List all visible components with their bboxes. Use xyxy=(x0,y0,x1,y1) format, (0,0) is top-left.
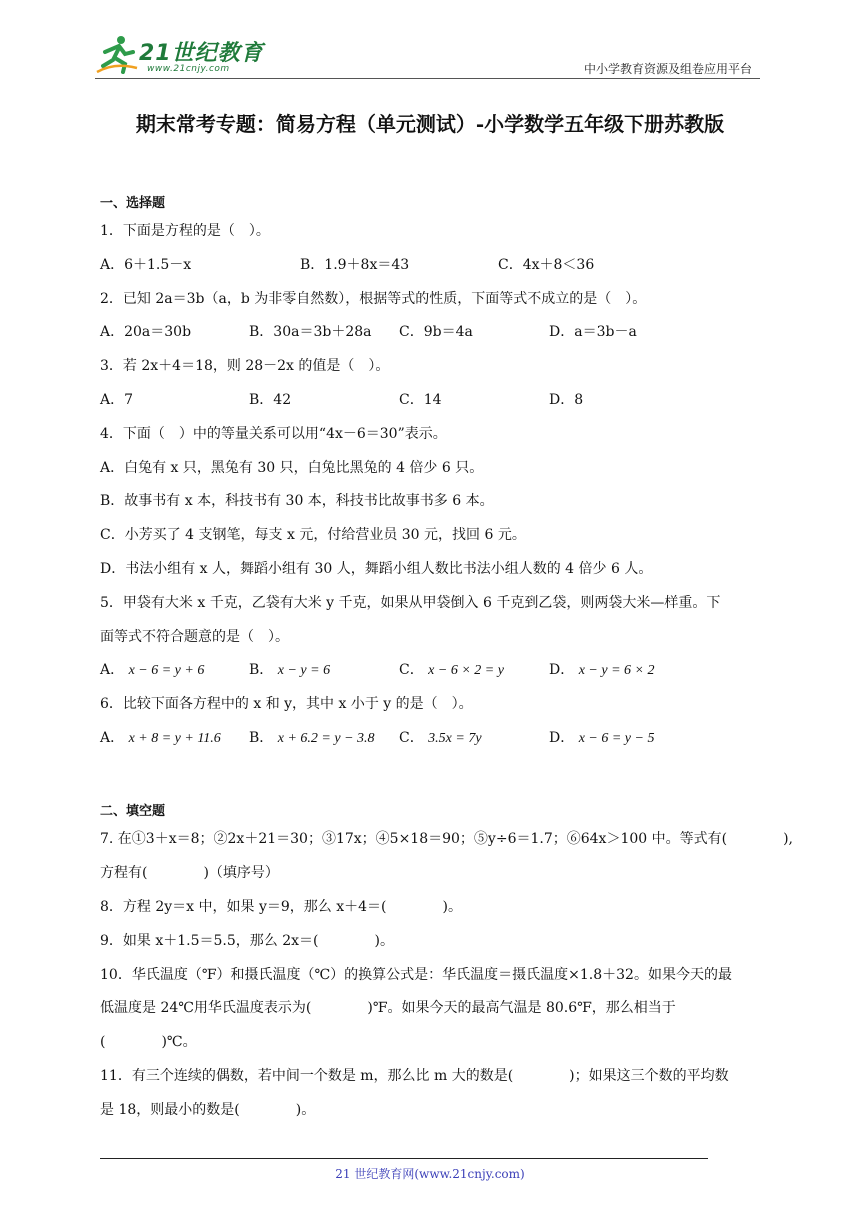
q3-option-b: B．42 xyxy=(249,392,292,408)
q2-option-a: A．20a＝30b xyxy=(100,324,192,340)
q5-option-b-label: B． xyxy=(249,662,274,678)
q6-option-c-formula: 3.5x = 7y xyxy=(428,731,482,746)
page-header xyxy=(95,30,760,80)
q5-option-d-formula: x − y = 6 × 2 xyxy=(578,663,655,678)
q10-line3: ( )℃。 xyxy=(100,1034,197,1050)
q5-option-c-label: C． xyxy=(399,662,424,678)
q5-option-b-formula: x − y = 6 xyxy=(277,663,331,678)
q2-stem: 2．已知 2a＝3b（a，b 为非零自然数），根据等式的性质，下面等式不成立的是（ ）。 xyxy=(100,291,647,307)
q1-option-c: C．4x＋8＜36 xyxy=(498,257,595,273)
q10-line2: 低温度是 24℃用华氏温度表示为( )℉。如果今天的最高气温是 80.6℉，那么相当于 xyxy=(100,1000,676,1016)
q6-option-b-formula: x + 6.2 = y − 3.8 xyxy=(277,731,375,746)
q5-option-a xyxy=(100,659,204,679)
q1-option-a: A．6＋1.5－x xyxy=(100,257,192,273)
q5-option-b xyxy=(249,659,330,679)
q4-stem: 4．下面（ ）中的等量关系可以用“4x－6＝30”表示。 xyxy=(100,426,447,442)
q5-option-d xyxy=(549,659,654,679)
q6-stem: 6．比较下面各方程中的 x 和 y，其中 x 小于 y 的是（ ）。 xyxy=(100,696,473,712)
q9: 9．如果 x＋1.5＝5.5，那么 2x＝( )。 xyxy=(100,933,394,949)
logo xyxy=(95,32,265,78)
q11-line1: 11．有三个连续的偶数，若中间一个数是 m，那么比 m 大的数是( )；如果这三个数的平均数 xyxy=(100,1068,729,1084)
q3-option-c: C．14 xyxy=(399,392,442,408)
q6-option-b xyxy=(249,727,375,747)
q2-option-d: D．a＝3b－a xyxy=(549,324,637,340)
q6-option-d-formula: x − 6 = y − 5 xyxy=(578,731,655,746)
q6-option-b-label: B． xyxy=(249,730,274,746)
q5-option-d-label: D． xyxy=(549,662,575,678)
q6-option-c-label: C． xyxy=(399,730,424,746)
footer-link[interactable]: 21 世纪教育网(www.21cnjy.com) xyxy=(335,1167,525,1181)
q5-option-c xyxy=(399,659,504,679)
q6-option-a-formula: x + 8 = y + 11.6 xyxy=(128,731,221,746)
logo-text: 21世纪教育 xyxy=(139,41,264,66)
q8: 8．方程 2y＝x 中，如果 y＝9，那么 x＋4＝( )。 xyxy=(100,899,462,915)
footer-divider xyxy=(100,1158,708,1159)
q5-option-c-formula: x − 6 × 2 = y xyxy=(428,663,504,678)
header-divider xyxy=(95,78,760,79)
q6-option-d-label: D． xyxy=(549,730,575,746)
q5-stem-line1: 5．甲袋有大米 x 千克，乙袋有大米 y 千克，如果从甲袋倒入 6 千克到乙袋，则两袋大米—样重。下 xyxy=(100,595,721,611)
platform-name: 中小学教育资源及组卷应用平台 xyxy=(583,62,752,76)
q4-option-b: B．故事书有 x 本，科技书有 30 本，科技书比故事书多 6 本。 xyxy=(100,493,494,509)
q10-line1: 10．华氏温度（℉）和摄氏温度（℃）的换算公式是：华氏温度＝摄氏温度×1.8＋32。如果今天的最 xyxy=(100,967,732,983)
q1-option-b: B．1.9＋8x＝43 xyxy=(300,257,410,273)
q5-stem-line2: 面等式不符合题意的是（ ）。 xyxy=(100,629,289,645)
q5-option-a-formula: x − 6 = y + 6 xyxy=(128,663,205,678)
section-choice-heading: 一、选择题 xyxy=(100,196,166,211)
q2-option-c: C．9b＝4a xyxy=(399,324,473,340)
q4-option-a: A．白兔有 x 只，黑兔有 30 只，白兔比黑兔的 4 倍少 6 只。 xyxy=(100,460,484,476)
q4-option-d: D．书法小组有 x 人，舞蹈小组有 30 人，舞蹈小组人数比书法小组人数的 4 倍少 6 人。 xyxy=(100,561,653,577)
q1-stem: 1．下面是方程的是（ ）。 xyxy=(100,223,270,239)
q3-option-d: D．8 xyxy=(549,392,584,408)
q6-option-a xyxy=(100,727,221,747)
q7-line1: 7. 在①3＋x＝8；②2x＋21＝30；③17x；④5×18＝90；⑤y÷6＝1.7；⑥64x＞100 中。等式有( ), xyxy=(100,831,793,847)
q6-option-a-label: A． xyxy=(100,730,125,746)
q2-option-b: B．30a＝3b＋28a xyxy=(249,324,372,340)
q6-option-d xyxy=(549,727,654,747)
document-title: 期末常考专题：简易方程（单元测试）-小学数学五年级下册苏教版 xyxy=(135,112,725,136)
q3-stem: 3．若 2x＋4＝18，则 28－2x 的值是（ ）。 xyxy=(100,358,390,374)
q3-option-a: A．7 xyxy=(100,392,134,408)
runner-logo-icon xyxy=(95,32,139,76)
section-fill-heading: 二、填空题 xyxy=(100,804,166,819)
logo-url: www.21cnjy.com xyxy=(147,64,230,74)
q11-line2: 是 18，则最小的数是( )。 xyxy=(100,1102,316,1118)
q6-option-c xyxy=(399,727,482,747)
q7-line2: 方程有( )（填序号） xyxy=(100,865,279,881)
q4-option-c: C．小芳买了 4 支钢笔，每支 x 元，付给营业员 30 元，找回 6 元。 xyxy=(100,527,526,543)
q5-option-a-label: A． xyxy=(100,662,125,678)
